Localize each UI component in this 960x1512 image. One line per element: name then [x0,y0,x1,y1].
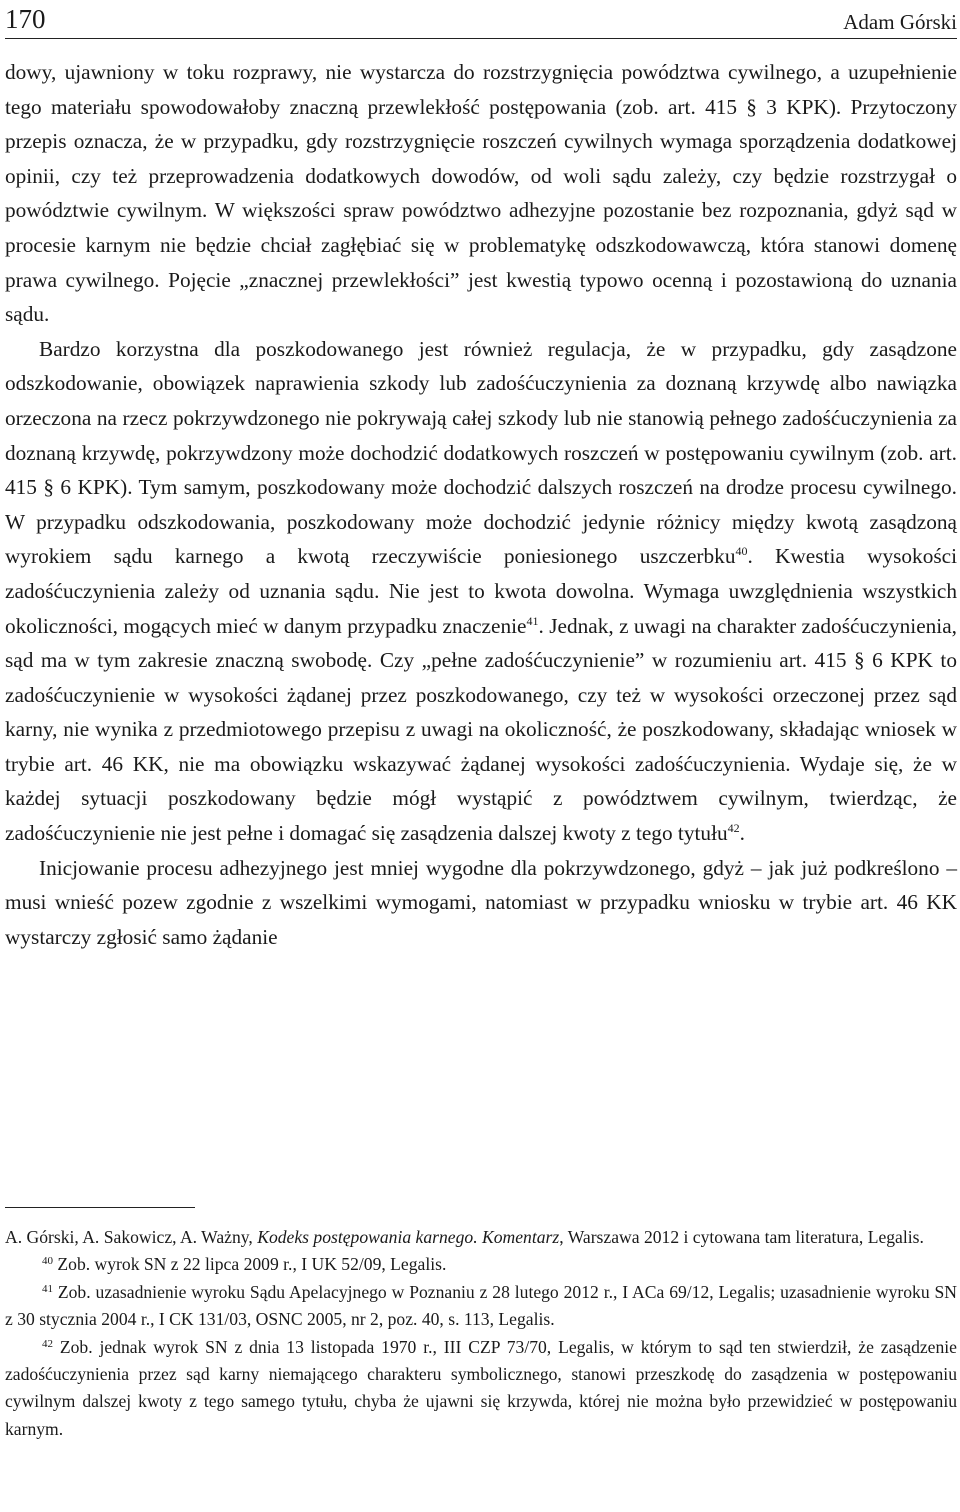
page-number: 170 [5,4,46,34]
paragraph-2-text-c: . Jednak, z uwagi na charakter zadośćuczynienia, sąd ma w tym zakresie znaczną swobodę. Czy „pełne zadośćuczynienie” w rozumieniu art. 415 § 6 KPK to zadośćuczynienie w wysokości żądanej przez poszkodowanego, czy też w wysokości orzeczonej przez sąd karny, nie wynika z przedmiotowego przepisu z uwagi na okoliczność, że poszkodowany, składając wniosek w trybie art. 46 KK, nie ma obowiązku wskazywać żądanej wysokości zadośćuczynienia. Wydaje się, że w każdej sytuacji poszkodowany będzie mógł wystąpić z powództwem cywilnym, twierdząc, że zadośćuczynienie nie jest pełne i domagać się zasądzenia dalszej kwoty z tego tytułu [5,613,957,846]
paragraph-2-text-a: Bardzo korzystna dla poszkodowanego jest również regulacja, że w przypadku, gdy zasądzone odszkodowanie, obowiązek naprawienia szkody lub zadośćuczynienia za doznaną krzywdę albo nawiązka orzeczona na rzecz pokrzywdzonego nie pokrywają całej szkody lub nie stanowią pełnego zadośćuczynienia za doznaną krzywdę, pokrzywdzony może dochodzić dodatkowych roszczeń w postępowaniu cywilnym (zob. art. 415 § 6 KPK). Tym samym, poszkodowany może dochodzić dalszych roszczeń na drodze procesu cywilnego. W przypadku odszkodowania, poszkodowany może dochodzić jedynie różnicy między kwotą zasądzoną wyrokiem sądu karnego a kwotą rzeczywiście poniesionego uszczerbku [5,336,957,569]
running-header-author: Adam Górski [843,10,957,34]
footnote-ref-40: 40 [735,544,748,559]
running-header [5,4,957,39]
footnote-book-title: Kodeks postępowania karnego. Komentarz [257,1227,560,1247]
footnote-continuation-text-b: , Warszawa 2012 i cytowana tam literatura, Legalis. [559,1227,924,1247]
footnote-41 [5,1279,957,1334]
footnote-ref-41: 41 [526,613,539,628]
footnote-41-number: 41 [42,1282,53,1295]
footnote-continuation [5,1224,957,1251]
footnotes [5,1224,957,1443]
paragraph-2-text-d: . [739,821,745,846]
footnote-42-text: Zob. jednak wyrok SN z dnia 13 listopada 1970 r., III CZP 73/70, Legalis, w którym to sąd ten stwierdził, że zasądzenie zadośćuczynienia przez sąd karny niemającego charakteru symbolicznego, stanowi przeszkodę do zasądzenia w postępowaniu cywilnym dalszej kwoty z tego samego tytułu, chyba że ujawni się krzywda, której nie można było przewidzieć w postępowaniu karnym. [5,1336,957,1439]
footnote-40-number: 40 [42,1255,53,1268]
footnote-continuation-text-a: A. Górski, A. Sakowicz, A. Ważny, [5,1227,258,1247]
main-text [5,55,957,954]
footnote-42 [5,1334,957,1444]
footnote-41-text: Zob. uzasadnienie wyroku Sądu Apelacyjnego w Poznaniu z 28 lutego 2012 r., I ACa 69/12, Legalis; uzasadnienie wyroku SN z 30 stycznia 2004 r., I CK 131/03, OSNC 2005, nr 2, poz. 40, s. 113, Legalis. [5,1281,957,1330]
footnote-40-text: Zob. wyrok SN z 22 lipca 2009 r., I UK 52/09, Legalis. [53,1254,447,1275]
footnote-separator [5,1207,195,1208]
paragraph-2 [5,332,957,851]
book-page [5,0,957,1512]
paragraph-3: Inicjowanie procesu adhezyjnego jest mniej wygodne dla pokrzywdzonego, gdyż – jak już podkreślono – musi wnieść pozew zgodnie z wszelkimi wymogami, natomiast w przypadku wniosku w trybie art. 46 KK wystarczy zgłosić samo żądanie [5,855,957,949]
paragraph-1: dowy, ujawniony w toku rozprawy, nie wystarcza do rozstrzygnięcia powództwa cywilnego, a uzupełnienie tego materiału spowodowałoby znaczną przewlekłość postępowania (zob. art. 415 § 3 KPK). Przytoczony przepis oznacza, że w przypadku, gdy rozstrzygnięcie roszczeń cywilnych wymaga sporządzenia dodatkowej opinii, czy też przeprowadzenia dodatkowych dowodów, od woli sądu zależy, czy będzie rozstrzygał o powództwie cywilnym. W większości spraw powództwo adhezyjne pozostanie bez rozpoznania, gdyż sąd w procesie karnym nie będzie chciał zagłębiać się w problematykę odszkodowawczą, która stanowi domenę prawa cywilnego. Pojęcie „znacznej przewlekłości” jest kwestią typowo ocenną i pozostawioną do uznania sądu. [5,60,957,327]
footnote-40 [5,1251,957,1278]
paragraph-2-text-b: . Kwestia wysokości zadośćuczynienia zależy od uznania sądu. Nie jest to kwota dowolna. Wymaga uwzględnienia wszystkich okoliczności, mogących mieć w danym przypadku znaczenie [5,544,957,638]
footnote-ref-42: 42 [727,821,740,836]
footnote-42-number: 42 [42,1337,53,1350]
